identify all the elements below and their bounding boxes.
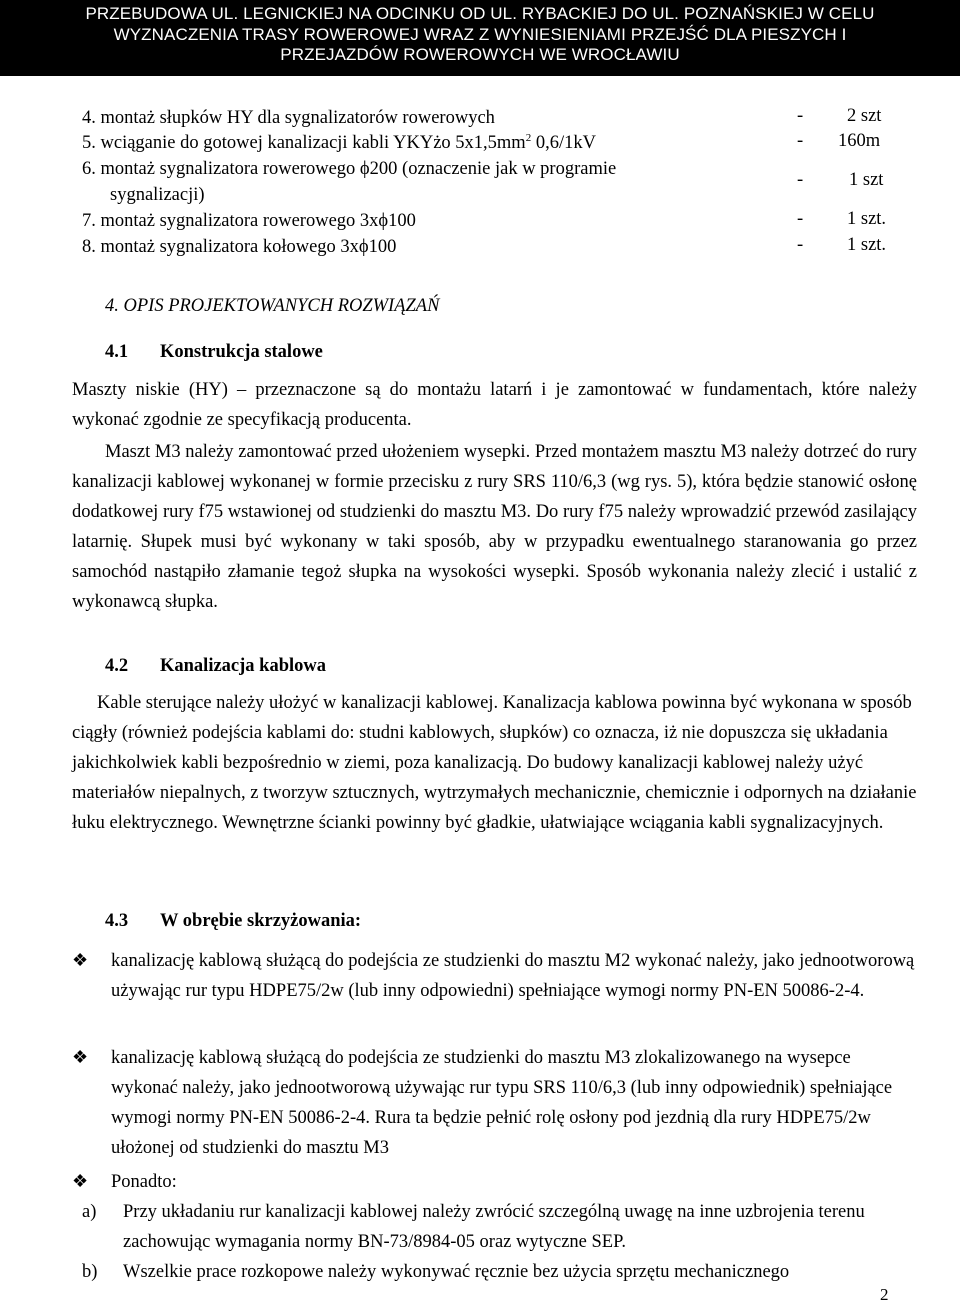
section-4-2-number: 4.2 xyxy=(105,656,129,676)
work-item-6-qty: 1 szt xyxy=(849,170,884,190)
sub-item-b-marker: b) xyxy=(82,1262,98,1282)
bullet-item-2: kanalizację kablową służącą do podejścia ze studzienki do masztu M3 zlokalizowanego na wysepce wykonać należy, jako jednootworową używając rur typu SRS 110/6,3 (lub inny odpowiednik) spełniające wymogi normy PN-EN 50086-2-4. Rura ta będzie pełnić rolę osłony pod jezdnią dla rury HDPE75/2w ułożonej od studzienki do masztu M3 xyxy=(111,1048,893,1158)
work-item-5-sup: 2 xyxy=(525,131,532,144)
sub-item-b: Wszelkie prace rozkopowe należy wykonywać ręcznie bez użycia sprzętu mechanicznego xyxy=(123,1262,790,1282)
section-4-1-paragraph-1: Maszty niskie (HY) – przeznaczone są do montażu latarń i je zamontować w fundamentach, które należy wykonać zgodnie ze specyfikacją producenta. xyxy=(72,380,917,430)
section-4-1-number: 4.1 xyxy=(105,342,129,362)
diamond-flower-icon: ❖ xyxy=(72,1047,89,1067)
work-item-5-qty: 160m xyxy=(838,131,881,151)
work-item-8: 8. montaż sygnalizatora kołowego 3xϕ100 xyxy=(82,237,397,257)
sub-item-a-marker: a) xyxy=(82,1202,97,1222)
work-item-7-dash: - xyxy=(797,209,804,229)
diamond-flower-icon: ❖ xyxy=(72,950,89,970)
document-header xyxy=(0,0,960,76)
ponadto-label: Ponadto: xyxy=(111,1172,177,1192)
work-item-8-qty: 1 szt. xyxy=(847,235,887,255)
work-item-5-text-after: 0,6/1kV xyxy=(531,133,596,153)
work-item-4-qty: 2 szt xyxy=(847,106,882,126)
section-4-title: 4. OPIS PROJEKTOWANYCH ROZWIĄZAŃ xyxy=(105,296,440,316)
section-4-2-title: Kanalizacja kablowa xyxy=(160,656,326,676)
work-item-7-qty: 1 szt. xyxy=(847,209,887,229)
page-number: 2 xyxy=(880,1285,889,1304)
section-4-3-title: W obrębie skrzyżowania: xyxy=(160,911,362,931)
section-4-3-number: 4.3 xyxy=(105,911,129,931)
header-line-3: PRZEJAZDÓW ROWEROWYCH WE WROCŁAWIU xyxy=(280,45,680,64)
section-4-1-title: Konstrukcja stalowe xyxy=(160,342,323,362)
work-item-4: 4. montaż słupków HY dla sygnalizatorów rowerowych xyxy=(82,108,495,128)
sub-item-a: Przy układaniu rur kanalizacji kablowej należy zwrócić szczególną uwagę na inne uzbrojenia terenu zachowując wymagania normy BN-73/8984-05 oraz wytyczne SEP. xyxy=(123,1202,865,1252)
work-item-5-dash: - xyxy=(797,131,804,151)
header-line-1: PRZEBUDOWA UL. LEGNICKIEJ NA ODCINKU OD UL. RYBACKIEJ DO UL. POZNAŃSKIEJ W CELU xyxy=(85,4,875,23)
work-item-4-dash: - xyxy=(797,106,804,126)
diamond-flower-icon: ❖ xyxy=(72,1171,89,1191)
work-item-8-dash: - xyxy=(797,235,804,255)
work-item-5-text: 5. wciąganie do gotowej kanalizacji kabli YKYżo 5x1,5mm xyxy=(82,133,526,153)
header-line-2: WYZNACZENIA TRASY ROWEROWEJ WRAZ Z WYNIESIENIAMI PRZEJŚĆ DLA PIESZYCH I xyxy=(113,24,847,44)
work-item-6-dash: - xyxy=(797,170,804,190)
bullet-item-1: kanalizację kablową służącą do podejścia ze studzienki do masztu M2 wykonać należy, jako jednootworową używając rur typu HDPE75/2w (lub inny odpowiedni) spełniające wymogi normy PN-EN 50086-2-4. xyxy=(111,951,915,1001)
section-4-2-paragraph: Kable sterujące należy ułożyć w kanalizacji kablowej. Kanalizacja kablowa powinna być wykonana w sposób ciągły (również podejścia kablami do: studni kablowych, słupków) co oznacza, iż nie dopuszcza się układania jakichkolwiek kabli bezpośrednio w ziemi, poza kanalizacją. Do budowy kanalizacji kablowej należy użyć materiałów niepalnych, z tworzyw sztucznych, wytrzymałych mechanicznie, chemicznie i odpornych na działanie łuku elektrycznego. Wewnętrzne ścianki powinny być gładkie, ułatwiające wciągania kabli sygnalizacyjnych. xyxy=(72,693,917,833)
work-item-5 xyxy=(82,131,596,155)
work-item-6: 6. montaż sygnalizatora rowerowego ϕ200 (oznaczenie jak w programie xyxy=(82,159,617,179)
work-item-6-cont: sygnalizacji) xyxy=(110,185,205,205)
work-item-7: 7. montaż sygnalizatora rowerowego 3xϕ100 xyxy=(82,211,416,231)
section-4-1-paragraph-2: Maszt M3 należy zamontować przed ułożeniem wysepki. Przed montażem masztu M3 należy dotrzeć do rury kanalizacji kablowej wykonanej w formie przecisku z rury SRS 110/6,3 (wg rys. 5), która będzie stanowić osłonę dodatkowej rury f75 wstawionej od studzienki do masztu M3. Do rury f75 należy wprowadzić przewód zasilający latarnię. Słupek musi być wykonany w taki sposób, aby w przypadku ewentualnego staranowania go przez samochód nastąpiło złamanie tegoż słupka na wysokości wysepki. Sposób wykonania należy zlecić i ustalić z wykonawcą słupka. xyxy=(72,442,917,612)
